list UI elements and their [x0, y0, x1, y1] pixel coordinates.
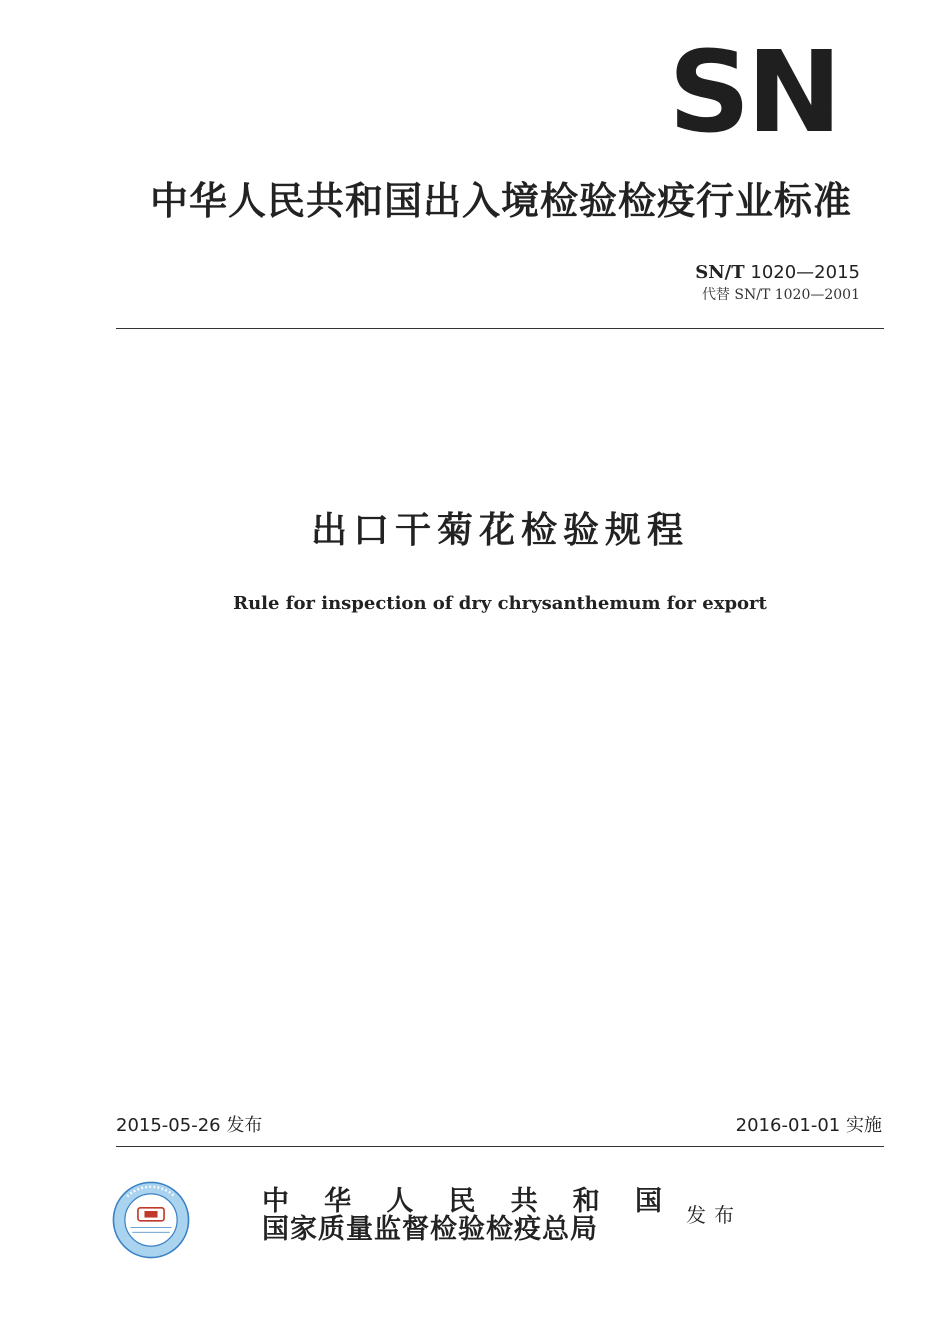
issuer-char: 国	[634, 1186, 662, 1217]
publish-date: 2015-05-26 发布	[116, 1115, 263, 1136]
standard-number: 1020—2015	[750, 262, 860, 283]
replaces-note: 代替 SN/T 1020—2001	[701, 287, 860, 303]
issuer-char: 中	[262, 1186, 289, 1217]
issue-label: 发布	[686, 1203, 742, 1227]
issuer-char: 和	[572, 1186, 600, 1217]
seal-icon	[102, 1180, 200, 1260]
issuer-char: 共	[510, 1186, 538, 1217]
sn-logo: SN	[668, 28, 838, 158]
document-title: 出口干菊花检验规程	[310, 510, 689, 551]
issuer-char: 华	[324, 1186, 352, 1217]
issuer-char: 民	[448, 1186, 476, 1217]
top-divider	[116, 328, 884, 329]
agency-title: 中华人民共和国出入境检验检疫行业标准	[149, 179, 852, 223]
anti-counterfeit-seal	[102, 1180, 200, 1260]
standard-prefix: SN/T	[695, 262, 745, 283]
issuer-char: 人	[386, 1186, 414, 1217]
standard-code	[695, 262, 860, 284]
effective-date: 2016-01-01 实施	[735, 1115, 882, 1136]
document-title-english: Rule for inspection of dry chrysanthemum for export	[233, 593, 767, 614]
bottom-divider	[116, 1146, 884, 1147]
issuer-line-2: 国家质量监督检验检疫总局	[262, 1214, 598, 1245]
